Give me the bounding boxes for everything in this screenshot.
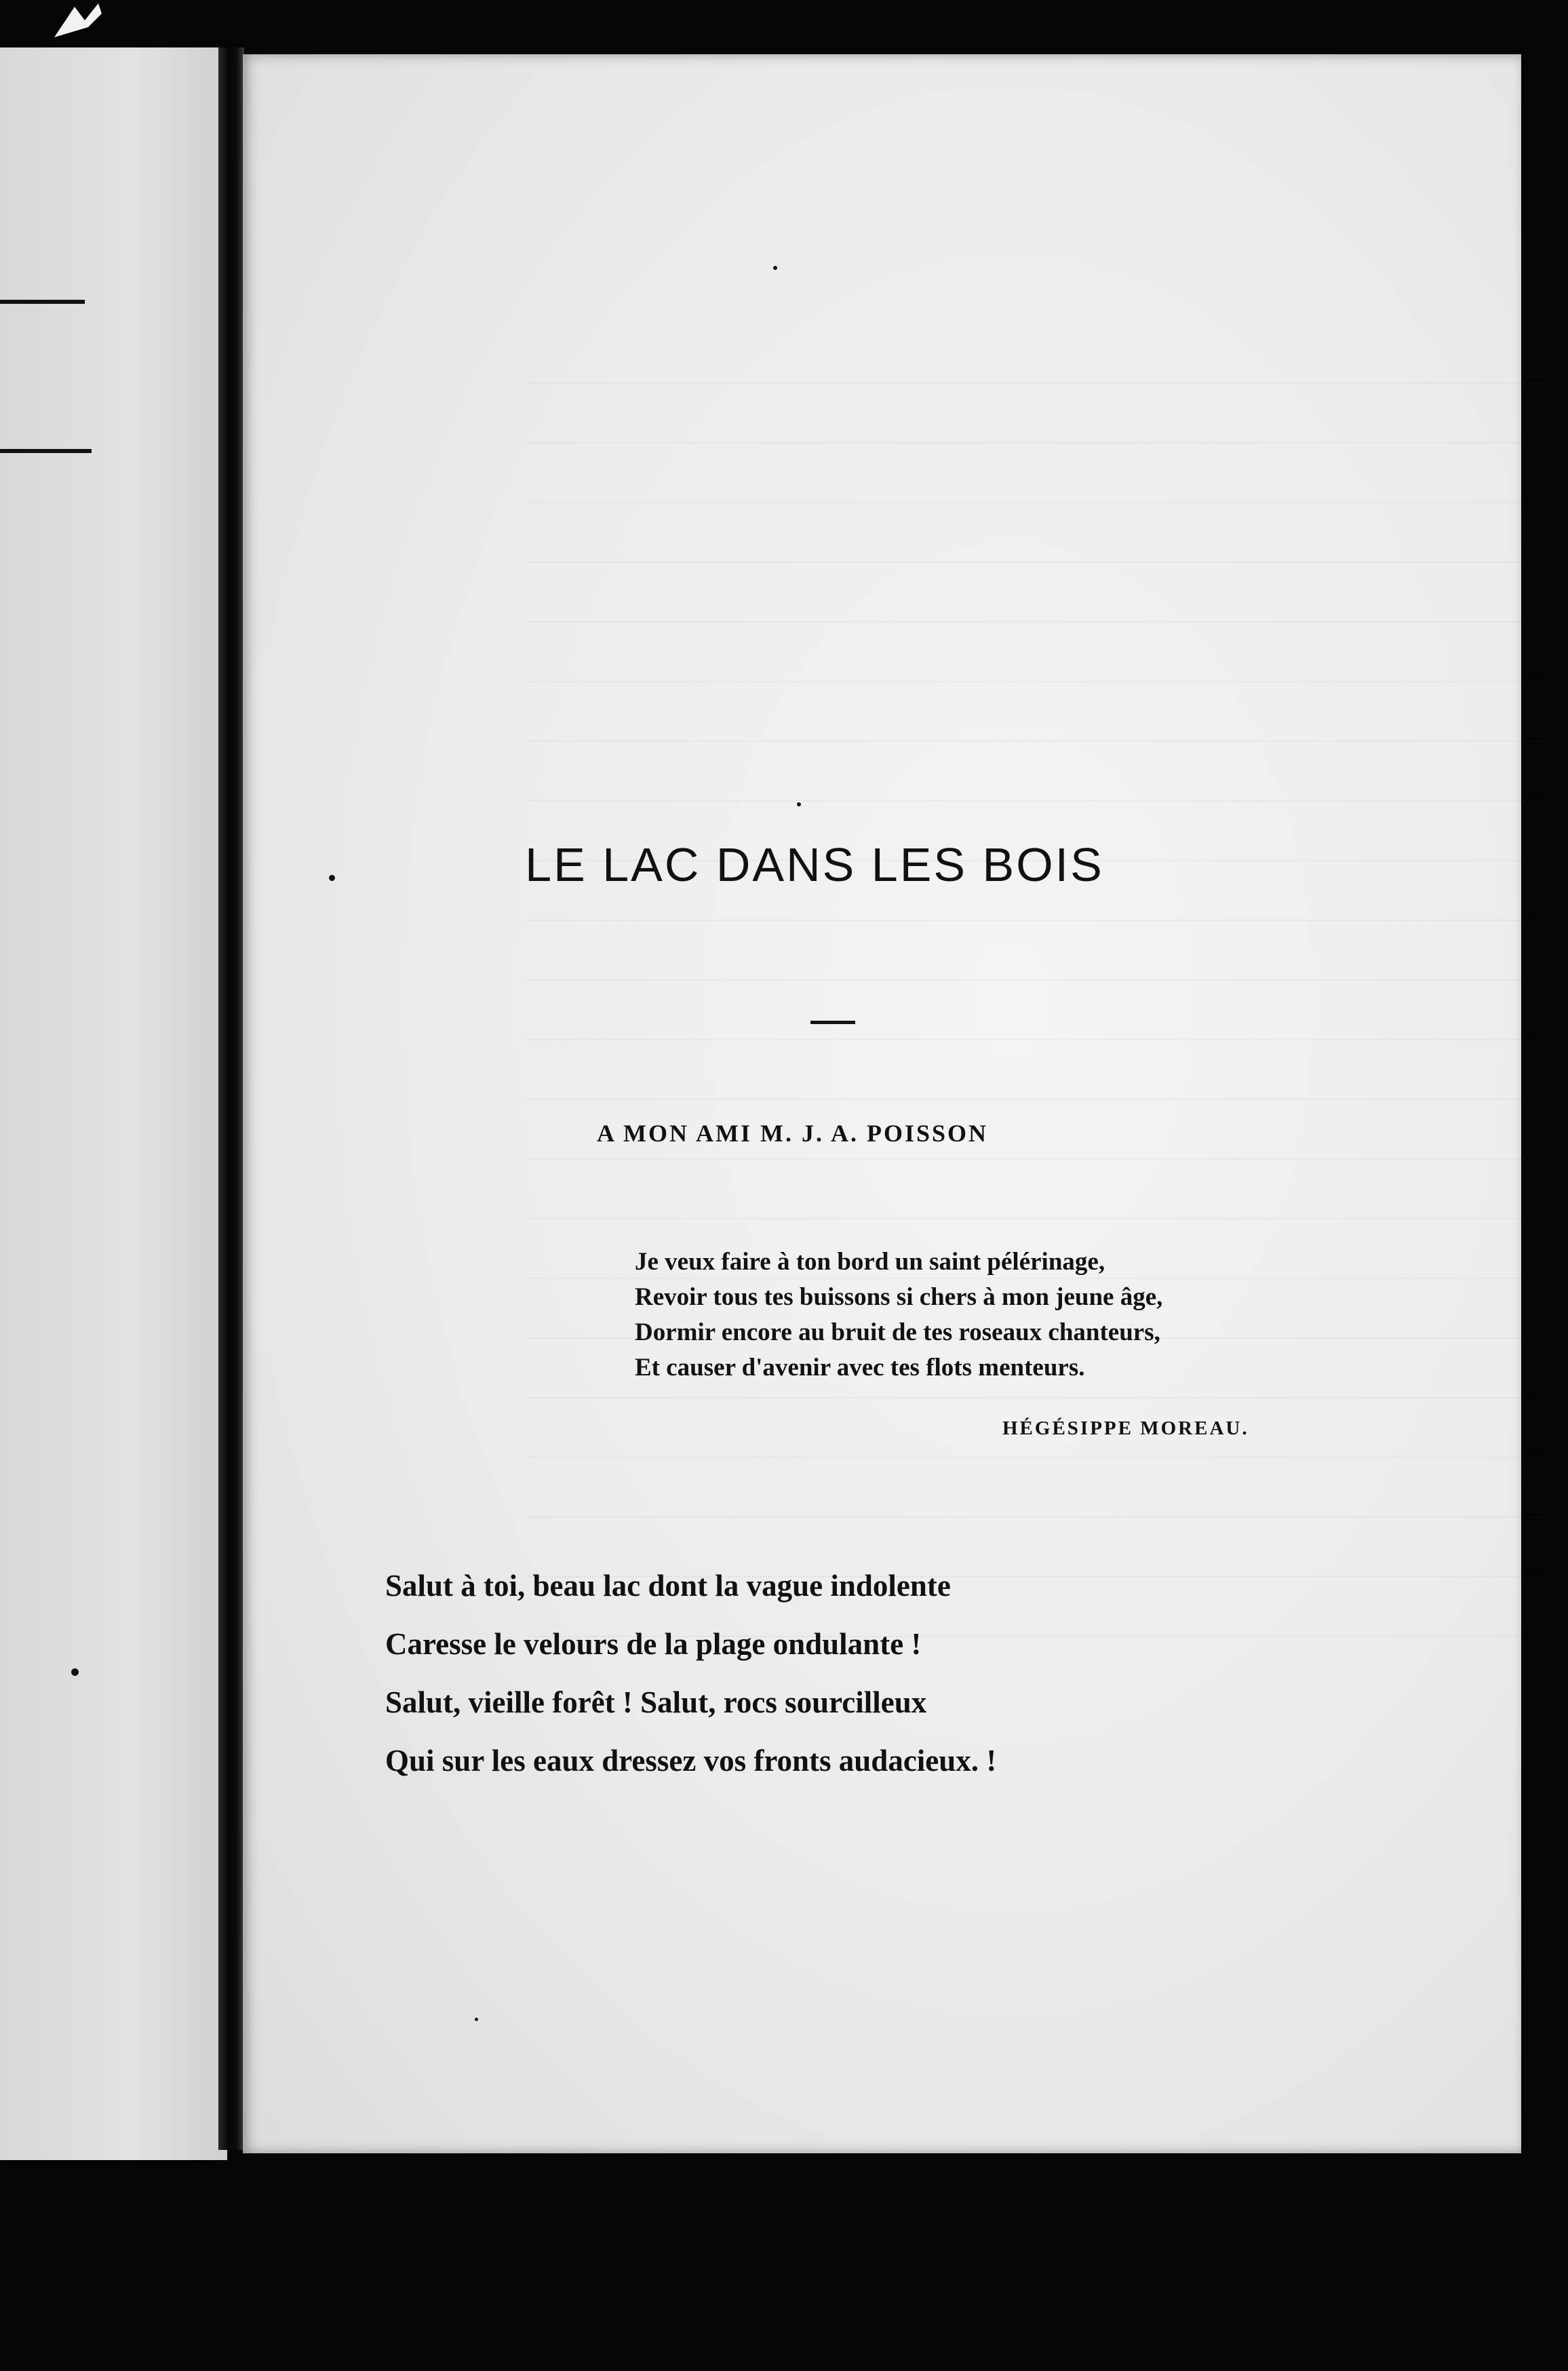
epigraph-line: Revoir tous tes buissons si chers à mon jeune âge, xyxy=(635,1283,1163,1311)
dedication: A MON AMI M. J. A. POISSON xyxy=(597,1120,989,1147)
epigraph-line: Dormir encore au bruit de tes roseaux chanteurs, xyxy=(635,1318,1160,1346)
poem-title: LE LAC DANS LES BOIS xyxy=(525,838,1104,891)
ink-speck xyxy=(773,266,777,270)
stanza-line: Caresse le velours de la plage ondulante ! xyxy=(385,1627,922,1661)
stanza-line: Qui sur les eaux dressez vos fronts audacieux. ! xyxy=(385,1744,997,1778)
stanza-line: Salut à toi, beau lac dont la vague indolente xyxy=(385,1569,951,1603)
book-spine xyxy=(218,47,244,2150)
epigraph-line: Et causer d'avenir avec tes flots menteurs. xyxy=(635,1354,1085,1382)
ink-speck xyxy=(475,2018,478,2021)
poem-stanza xyxy=(385,1556,996,1790)
bleed-through-text xyxy=(528,353,1545,1666)
ink-speck xyxy=(71,1668,79,1676)
epigraph-line: Je veux faire à ton bord un saint pélérinage, xyxy=(635,1248,1105,1276)
epigraph-author: HÉGÉSIPPE MOREAU. xyxy=(1002,1417,1249,1439)
ink-speck xyxy=(797,802,801,806)
corner-mark xyxy=(47,0,109,41)
main-page xyxy=(243,54,1521,2153)
ink-speck xyxy=(329,875,335,881)
title-separator xyxy=(810,1021,855,1024)
stanza-line: Salut, vieille forêt ! Salut, rocs sourcilleux xyxy=(385,1685,927,1719)
left-page-fragment xyxy=(0,47,227,2160)
left-page-rule xyxy=(0,300,85,304)
left-page-rule xyxy=(0,449,92,453)
epigraph xyxy=(635,1245,1162,1386)
